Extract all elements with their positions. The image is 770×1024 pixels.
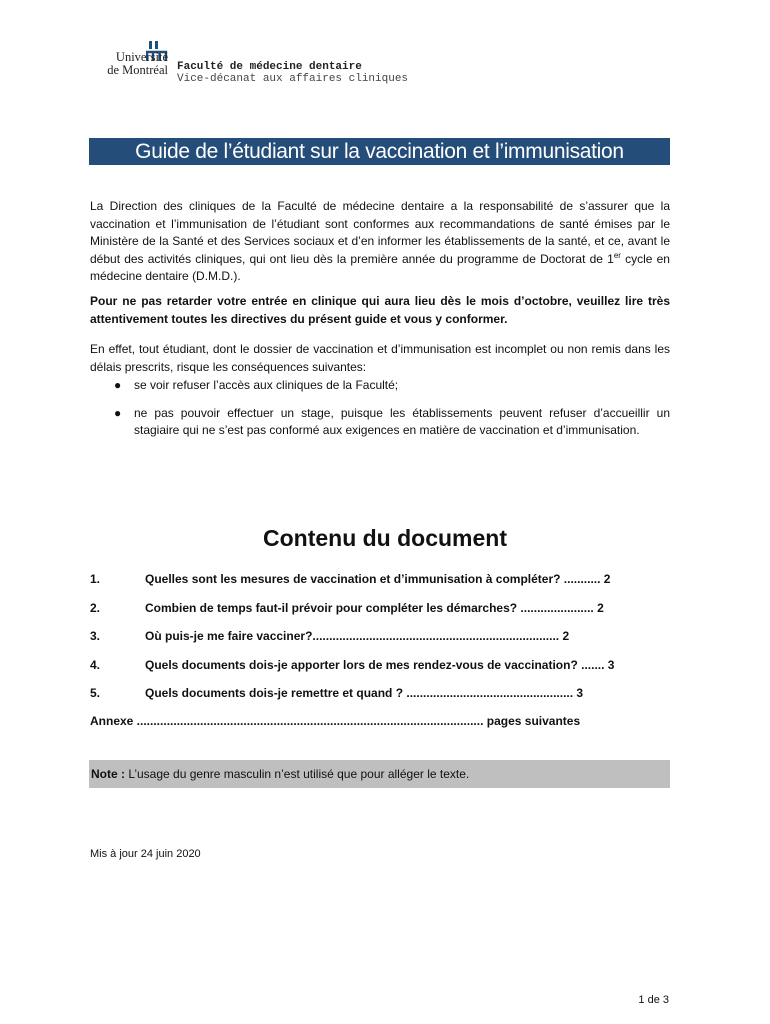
document-title: Guide de l’étudiant sur la vaccination et l’immunisation xyxy=(135,139,624,163)
list-item xyxy=(90,405,670,440)
toc-entry[interactable] xyxy=(90,629,658,658)
office-name: Vice-décanat aux affaires cliniques xyxy=(177,73,409,85)
consequences-intro: En effet, tout étudiant, dont le dossier de vaccination et d’immunisation est incomplet ou non remis dans les délais prescrits, risque les conséquences suivantes: xyxy=(90,342,670,374)
toc-entry[interactable] xyxy=(90,572,658,601)
toc-entry-text: Où puis-je me faire vacciner?.......................................................................... 2 xyxy=(145,629,570,643)
toc-title: Contenu du document xyxy=(262,525,508,551)
university-name-line1: Université xyxy=(115,50,168,64)
intro-part1: La Direction des cliniques de la Faculté de médecine dentaire a la responsabilité de s’assurer que la vaccination et l’immunisation de l’étudiant sont conformes aux recommandations de santé émises par le Ministère de la Santé et des Services sociaux et d’en informer les établissements de la santé, et ce, avant le début des activités cliniques, qui ont lieu dès la première année du programme de Doctorat de 1 xyxy=(90,199,670,266)
university-name-line2: de Montréal xyxy=(107,63,168,77)
note-box xyxy=(89,760,670,788)
toc-entry-number: 5. xyxy=(90,686,101,700)
toc-entry-text: Quels documents dois-je apporter lors de mes rendez-vous de vaccination? ....... 3 xyxy=(145,657,615,672)
warning-paragraph: Pour ne pas retarder votre entrée en clinique qui aura lieu dès le mois d’octobre, veuillez lire très attentivement toutes les directives du présent guide et vous y conformer. xyxy=(90,294,670,326)
page-number: 1 de 3 xyxy=(638,994,669,1006)
table-of-contents xyxy=(90,572,658,715)
intro-part2: cycle en médecine dentaire (D.M.D.). xyxy=(90,251,670,283)
faculty-name: Faculté de médecine dentaire xyxy=(177,61,362,73)
bullet-icon: ● xyxy=(114,405,122,420)
toc-entry-number: 4. xyxy=(90,657,101,672)
toc-entry-text: Quels documents dois-je remettre et quand ? .................................................. 3 xyxy=(145,686,584,700)
toc-entry[interactable] xyxy=(90,601,658,630)
bullet-icon: ● xyxy=(114,378,122,392)
toc-entry-text: Quelles sont les mesures de vaccination et d’immunisation à compléter? ........... 2 xyxy=(145,572,611,586)
note-label: Note : xyxy=(91,767,125,781)
toc-entry[interactable] xyxy=(90,658,658,687)
toc-annexe-entry[interactable]: Annexe ........................................................................................................ pages suivantes xyxy=(90,714,581,728)
faculty-header xyxy=(177,61,408,85)
consequences-list xyxy=(90,377,670,440)
toc-entry[interactable] xyxy=(90,686,658,715)
note-text: L’usage du genre masculin n’est utilisé que pour alléger le texte. xyxy=(125,767,470,781)
list-item-text: se voir refuser l’accès aux cliniques de la Faculté; xyxy=(134,378,399,392)
list-item-text: ne pas pouvoir effectuer un stage, puisque les établissements peuvent refuser d’accueillir un stagiaire qui ne s’est pas conformé aux exigences en matière de vaccination et d’immunisation. xyxy=(134,405,670,437)
list-item xyxy=(90,377,670,395)
university-name xyxy=(84,51,168,77)
intro-superscript: er xyxy=(613,250,621,260)
intro-paragraph xyxy=(90,198,670,286)
toc-entry-number: 2. xyxy=(90,600,101,615)
update-date: Mis à jour 24 juin 2020 xyxy=(90,848,201,860)
toc-entry-number: 1. xyxy=(90,572,101,586)
university-logo xyxy=(84,41,168,75)
document-title-bar xyxy=(89,138,670,165)
toc-entry-number: 3. xyxy=(90,629,101,643)
toc-entry-text: Combien de temps faut-il prévoir pour compléter les démarches? ...................... 2 xyxy=(145,600,604,615)
